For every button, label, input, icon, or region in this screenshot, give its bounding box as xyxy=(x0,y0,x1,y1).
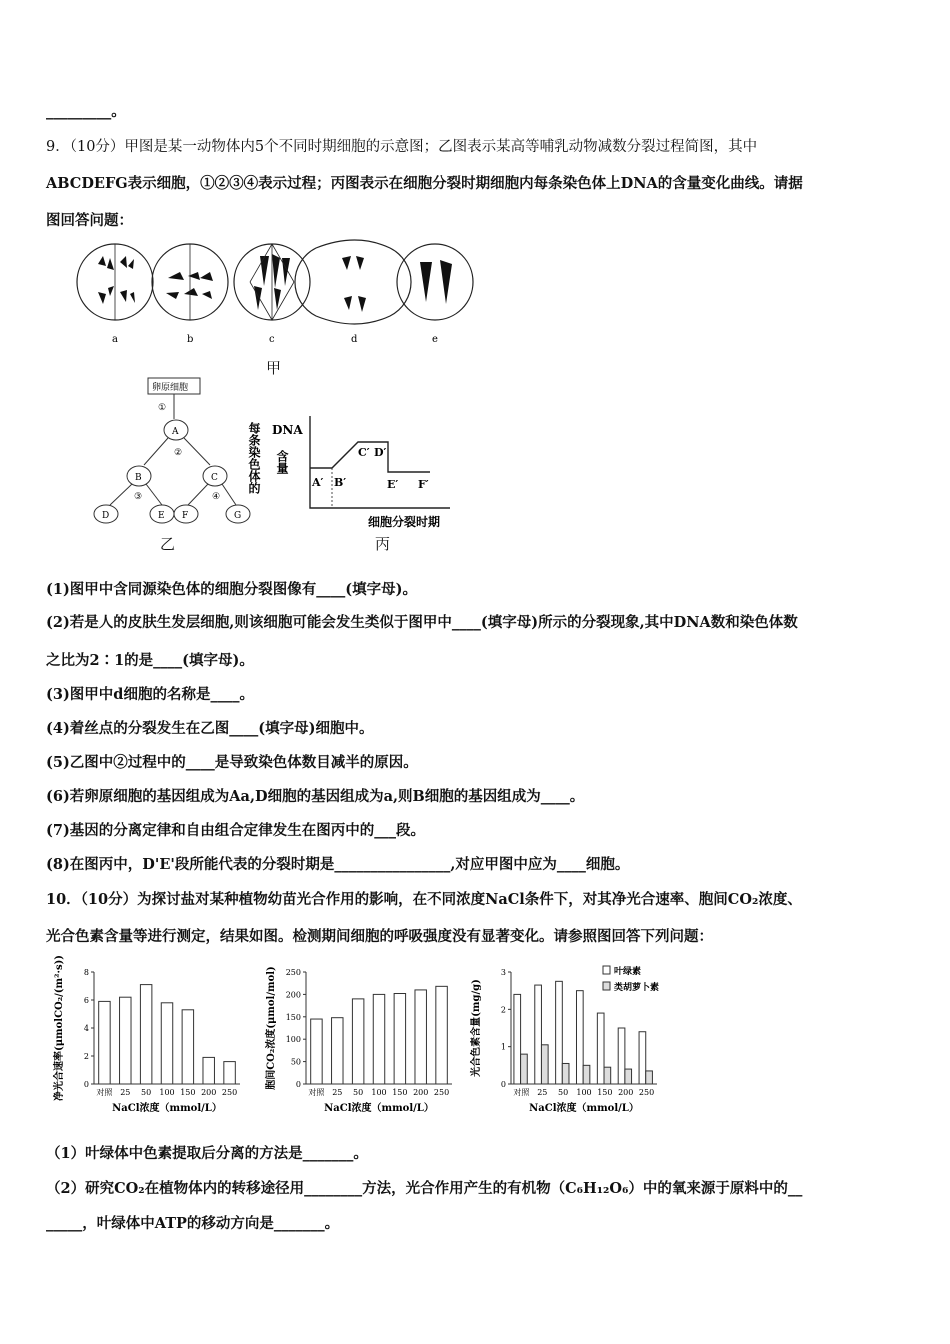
bar-chlorophyll xyxy=(597,1013,604,1084)
y-tick-label: 100 xyxy=(285,1035,301,1045)
y-tick-label: 2 xyxy=(500,1005,506,1015)
bar xyxy=(332,1018,343,1084)
q9-sub-5: (5)乙图中②过程中的____是导致染色体数目减半的原因。 xyxy=(46,754,418,771)
cell-label-a: a xyxy=(112,334,118,345)
x-tick-label: 对照 xyxy=(96,1088,113,1097)
bar xyxy=(415,990,426,1084)
yi-top-box: 卵原细胞 xyxy=(152,383,189,393)
y-tick-label: 50 xyxy=(290,1057,301,1067)
y-axis-label: 净光合速率(μmolCO₂/(m²·s)) xyxy=(54,954,65,1102)
cell-label-d: d xyxy=(351,334,358,345)
yi-node-D: D xyxy=(102,511,110,521)
x-tick-label: 100 xyxy=(159,1088,175,1097)
y-tick-label: 200 xyxy=(285,990,301,1000)
x-tick-label: 150 xyxy=(597,1088,613,1097)
bar-carotenoid xyxy=(646,1071,653,1084)
bing-point-C: C′ xyxy=(358,446,370,459)
y-tick-label: 1 xyxy=(500,1042,506,1052)
bar-chlorophyll xyxy=(576,991,583,1084)
yi-node-B: B xyxy=(135,473,142,483)
yi-step-3: ③ xyxy=(134,492,143,502)
x-tick-label: 25 xyxy=(120,1088,131,1097)
bar xyxy=(120,997,131,1084)
yi-step-4: ④ xyxy=(212,492,221,502)
bar xyxy=(161,1003,172,1084)
yi-node-F: F xyxy=(182,511,189,521)
bing-xlabel: 细胞分裂时期 xyxy=(368,515,441,529)
y-tick-label: 2 xyxy=(83,1052,89,1061)
bar-carotenoid xyxy=(583,1065,590,1084)
bar-chlorophyll xyxy=(514,994,521,1084)
x-tick-label: 25 xyxy=(537,1088,548,1097)
q9-sub-3: (3)图甲中d细胞的名称是____。 xyxy=(46,686,254,703)
x-tick-label: 对照 xyxy=(513,1088,530,1097)
bar xyxy=(99,1001,110,1084)
x-tick-label: 250 xyxy=(638,1088,655,1097)
y-tick-label: 8 xyxy=(83,968,89,977)
q9-sub-6: (6)若卵原细胞的基因组成为Aa,D细胞的基因组成为a,则B细胞的基因组成为____。 xyxy=(46,788,585,805)
bar-chlorophyll xyxy=(535,985,542,1084)
bing-point-F: F′ xyxy=(418,478,429,491)
y-tick-label: 0 xyxy=(500,1080,506,1089)
caption-yi: 乙 xyxy=(160,535,176,553)
figure-bing xyxy=(247,412,475,532)
x-tick-label: 200 xyxy=(618,1088,634,1097)
bar-carotenoid xyxy=(521,1054,528,1084)
q9-sub-2b: 之比为2∶1的是____(填字母)。 xyxy=(46,652,254,669)
bar xyxy=(182,1010,193,1084)
q9-sub-2: (2)若是人的皮肤生发层细胞,则该细胞可能会发生类似于图甲中____(填字母)所示的分裂现象,其中DNA数和染色体数 xyxy=(46,614,798,631)
q9-sub-4: (4)着丝点的分裂发生在乙图____(填字母)细胞中。 xyxy=(46,720,374,737)
y-tick-label: 0 xyxy=(295,1080,301,1089)
q10-line1: 10．（10分）为探讨盐对某种植物幼苗光合作用的影响，在不同浓度NaCl条件下，对其净光合速率、胞间CO₂浓度、 xyxy=(46,891,802,908)
cell-label-e: e xyxy=(432,334,438,345)
y-tick-label: 0 xyxy=(83,1080,89,1089)
bar xyxy=(203,1057,214,1084)
yi-node-E: E xyxy=(158,511,165,521)
bing-ylabel-dna: DNA xyxy=(272,423,303,437)
q9-sub-7: (7)基因的分离定律和自由组合定律发生在图丙中的___段。 xyxy=(46,822,426,839)
x-axis-label: NaCl浓度（mmol/L） xyxy=(529,1103,639,1114)
chart-net-photosynthesis xyxy=(46,954,256,1123)
x-tick-label: 250 xyxy=(433,1088,450,1097)
x-axis-label: NaCl浓度（mmol/L） xyxy=(324,1103,434,1114)
caption-jia: 甲 xyxy=(266,359,282,377)
yi-step-2: ② xyxy=(174,448,183,458)
x-tick-label: 50 xyxy=(141,1088,152,1097)
legend-label: 类胡萝卜素 xyxy=(614,983,660,993)
yi-step-1: ① xyxy=(158,403,167,413)
x-tick-label: 200 xyxy=(413,1088,429,1097)
x-tick-label: 50 xyxy=(558,1088,569,1097)
x-tick-label: 50 xyxy=(353,1088,364,1097)
x-tick-label: 100 xyxy=(371,1088,387,1097)
chart-intercellular-co2 xyxy=(258,958,463,1123)
bar-carotenoid xyxy=(562,1063,569,1084)
figure-jia xyxy=(60,238,490,348)
q9-line2: ABCDEFG表示细胞，①②③④表示过程；丙图表示在细胞分裂时期细胞内每条染色体上DNA的含量变化曲线。请据 xyxy=(46,175,803,192)
yi-node-C: C xyxy=(211,473,218,483)
x-tick-label: 100 xyxy=(576,1088,592,1097)
top-blank: _________。 xyxy=(46,103,126,120)
q10-sub-1: （1）叶绿体中色素提取后分离的方法是_______。 xyxy=(46,1145,368,1162)
chart-pigment-content xyxy=(463,958,668,1123)
x-tick-label: 25 xyxy=(332,1088,343,1097)
q9-sub-1: (1)图甲中含同源染色体的细胞分裂图像有____(填字母)。 xyxy=(46,581,418,598)
bar xyxy=(311,1019,322,1084)
cell-label-b: b xyxy=(187,334,194,345)
bar xyxy=(436,986,447,1084)
bing-point-E: E′ xyxy=(387,478,399,491)
yi-node-A: A xyxy=(172,427,179,437)
bar xyxy=(394,994,405,1084)
yi-node-G: G xyxy=(234,511,242,521)
legend-swatch xyxy=(603,982,610,990)
bing-point-D: D′ xyxy=(374,446,387,459)
x-tick-label: 150 xyxy=(392,1088,408,1097)
x-tick-label: 对照 xyxy=(308,1088,325,1097)
bing-ylabel: 每条染色体的 xyxy=(247,422,261,494)
q9-sub-8: (8)在图丙中，D'E'段所能代表的分裂时期是________________,对应甲图中应为____细胞。 xyxy=(46,856,630,873)
bar xyxy=(224,1062,235,1084)
cell-label-c: c xyxy=(269,334,275,345)
legend-label: 叶绿素 xyxy=(614,967,642,977)
q9-line3: 图回答问题： xyxy=(46,212,133,229)
bing-point-A: A′ xyxy=(312,476,324,489)
q10-sub-2b: _____，叶绿体中ATP的移动方向是_______。 xyxy=(46,1215,340,1232)
bar xyxy=(373,994,384,1084)
bing-point-B: B′ xyxy=(334,476,347,489)
caption-bing: 丙 xyxy=(375,535,391,553)
x-axis-label: NaCl浓度（mmol/L） xyxy=(112,1103,222,1114)
x-tick-label: 250 xyxy=(221,1088,238,1097)
y-tick-label: 3 xyxy=(500,968,506,977)
y-tick-label: 150 xyxy=(285,1012,301,1022)
y-axis-label: 胞间CO₂浓度(μmol/mol) xyxy=(266,966,277,1090)
bar-carotenoid xyxy=(604,1067,611,1084)
bing-ylabel-content: 含量 xyxy=(275,450,289,474)
y-tick-label: 4 xyxy=(83,1024,89,1033)
y-tick-label: 6 xyxy=(83,996,89,1005)
q10-line2: 光合色素含量等进行测定，结果如图。检测期间细胞的呼吸强度没有显著变化。请参照图回答下列问题： xyxy=(46,928,713,945)
bar-chlorophyll xyxy=(556,981,563,1084)
figure-yi xyxy=(86,375,266,525)
bar xyxy=(140,985,151,1084)
y-tick-label: 250 xyxy=(285,968,301,977)
bar xyxy=(352,999,363,1084)
q10-sub-2: （2）研究CO₂在植物体内的转移途径用________方法，光合作用产生的有机物（C₆H₁₂O₆）中的氧来源于原料中的__ xyxy=(46,1180,803,1197)
q9-line1: 9．（10分）甲图是某一动物体内5个不同时期细胞的示意图；乙图表示某高等哺乳动物减数分裂过程简图，其中 xyxy=(46,139,758,155)
x-tick-label: 150 xyxy=(180,1088,196,1097)
y-axis-label: 光合色素含量(mg/g) xyxy=(471,979,482,1077)
legend-swatch xyxy=(603,966,610,974)
bar-carotenoid xyxy=(625,1069,632,1084)
bar-chlorophyll xyxy=(639,1032,646,1084)
bar-carotenoid xyxy=(541,1045,548,1084)
bar-chlorophyll xyxy=(618,1028,625,1084)
x-tick-label: 200 xyxy=(201,1088,217,1097)
